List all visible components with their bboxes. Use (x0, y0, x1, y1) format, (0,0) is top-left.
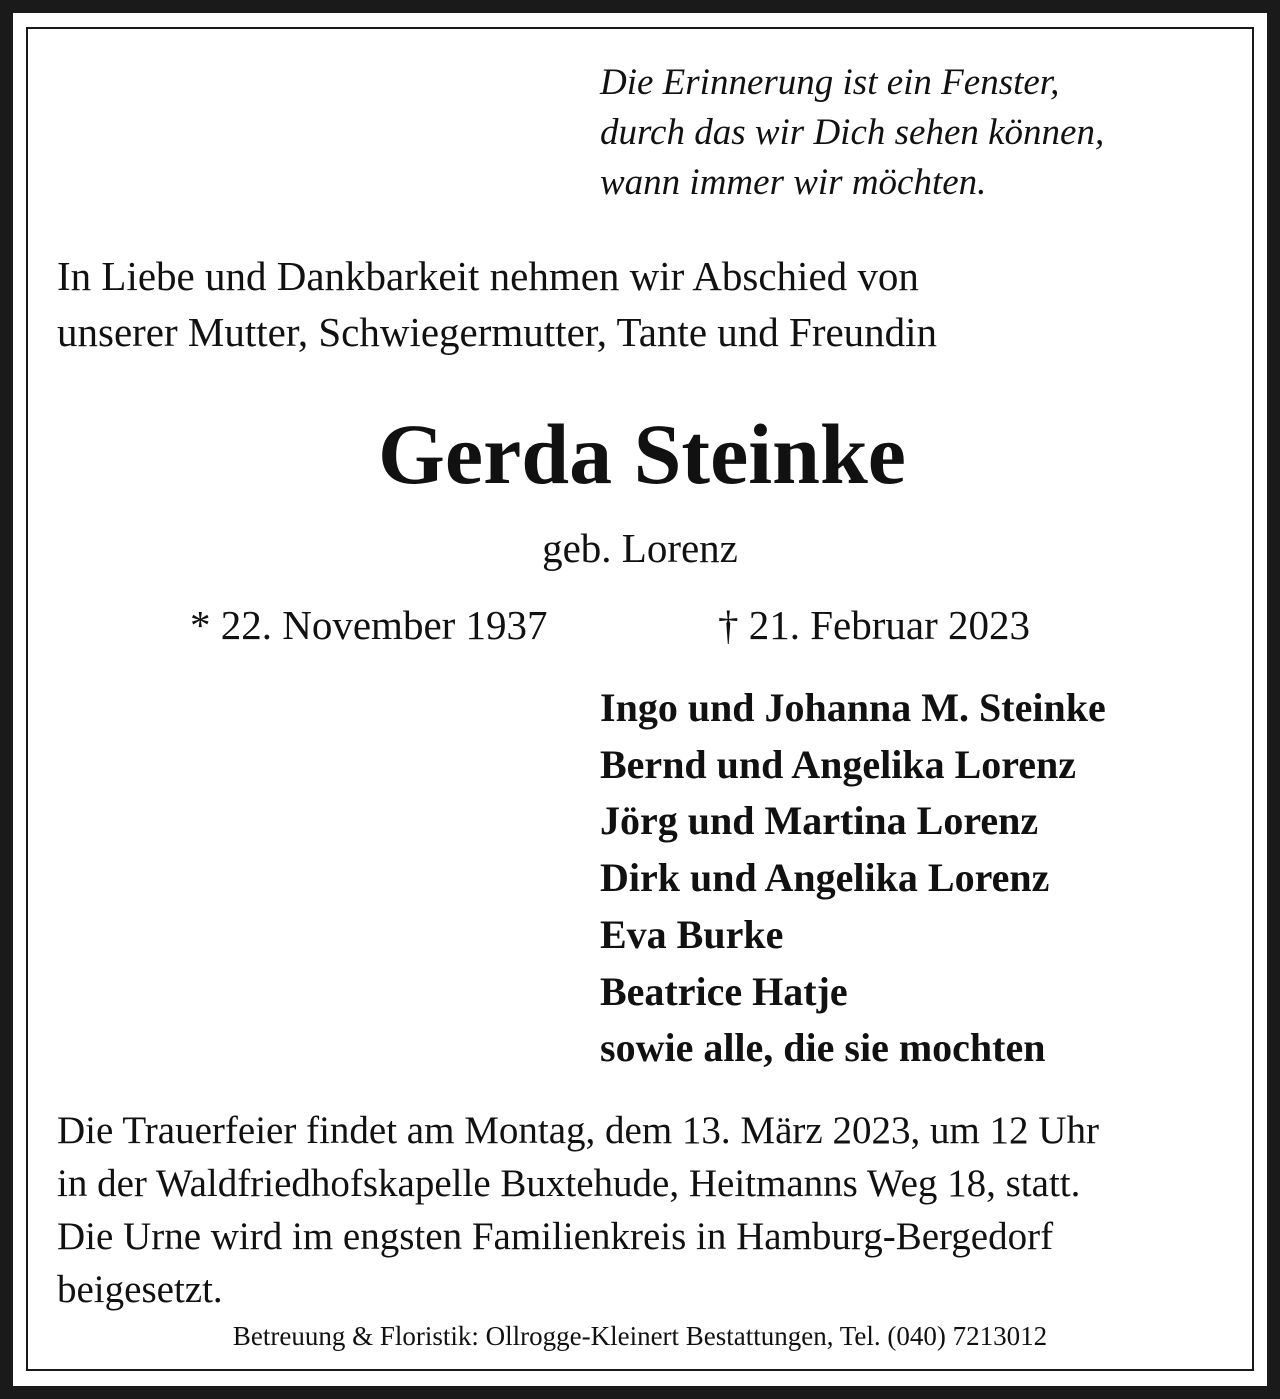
mourner-entry: Eva Burke (600, 911, 784, 957)
death-date: † 21. Februar 2023 (718, 602, 1031, 648)
service-line: Die Trauerfeier findet am Montag, dem 13. März 2023, um 12 Uhr (57, 1109, 1099, 1152)
deceased-name: Gerda Steinke (378, 406, 906, 502)
mourner-entry: Dirk und Angelika Lorenz (600, 855, 1050, 901)
intro-line: In Liebe und Dankbarkeit nehmen wir Abschied von (57, 253, 919, 299)
intro-line: unserer Mutter, Schwiegermutter, Tante und Freundin (57, 309, 938, 355)
quote-line: wann immer wir möchten. (600, 162, 987, 203)
quote-line: durch das wir Dich sehen können, (600, 112, 1105, 153)
mourner-entry: sowie alle, die sie mochten (600, 1025, 1046, 1071)
service-line: beigesetzt. (57, 1268, 223, 1311)
service-line: in der Waldfriedhofskapelle Buxtehude, Heitmanns Weg 18, statt. (57, 1162, 1081, 1205)
maiden-name: geb. Lorenz (542, 525, 738, 571)
memorial-quote (600, 58, 1104, 208)
funeral-service-info (57, 1104, 1099, 1316)
mourners-list (600, 680, 1106, 1077)
mourner-entry: Jörg und Martina Lorenz (600, 798, 1039, 844)
mourner-entry: Ingo und Johanna M. Steinke (600, 685, 1106, 730)
mourner-entry: Beatrice Hatje (600, 968, 848, 1014)
birth-date: * 22. November 1937 (190, 602, 548, 648)
quote-line: Die Erinnerung ist ein Fenster, (600, 62, 1060, 103)
mourner-entry: Bernd und Angelika Lorenz (600, 741, 1077, 787)
service-line: Die Urne wird im engsten Familienkreis in Hamburg-Bergedorf (57, 1215, 1054, 1258)
farewell-intro (57, 248, 937, 360)
funeral-home-footer: Betreuung & Floristik: Ollrogge-Kleinert Bestattungen, Tel. (040) 7213012 (232, 1321, 1048, 1351)
